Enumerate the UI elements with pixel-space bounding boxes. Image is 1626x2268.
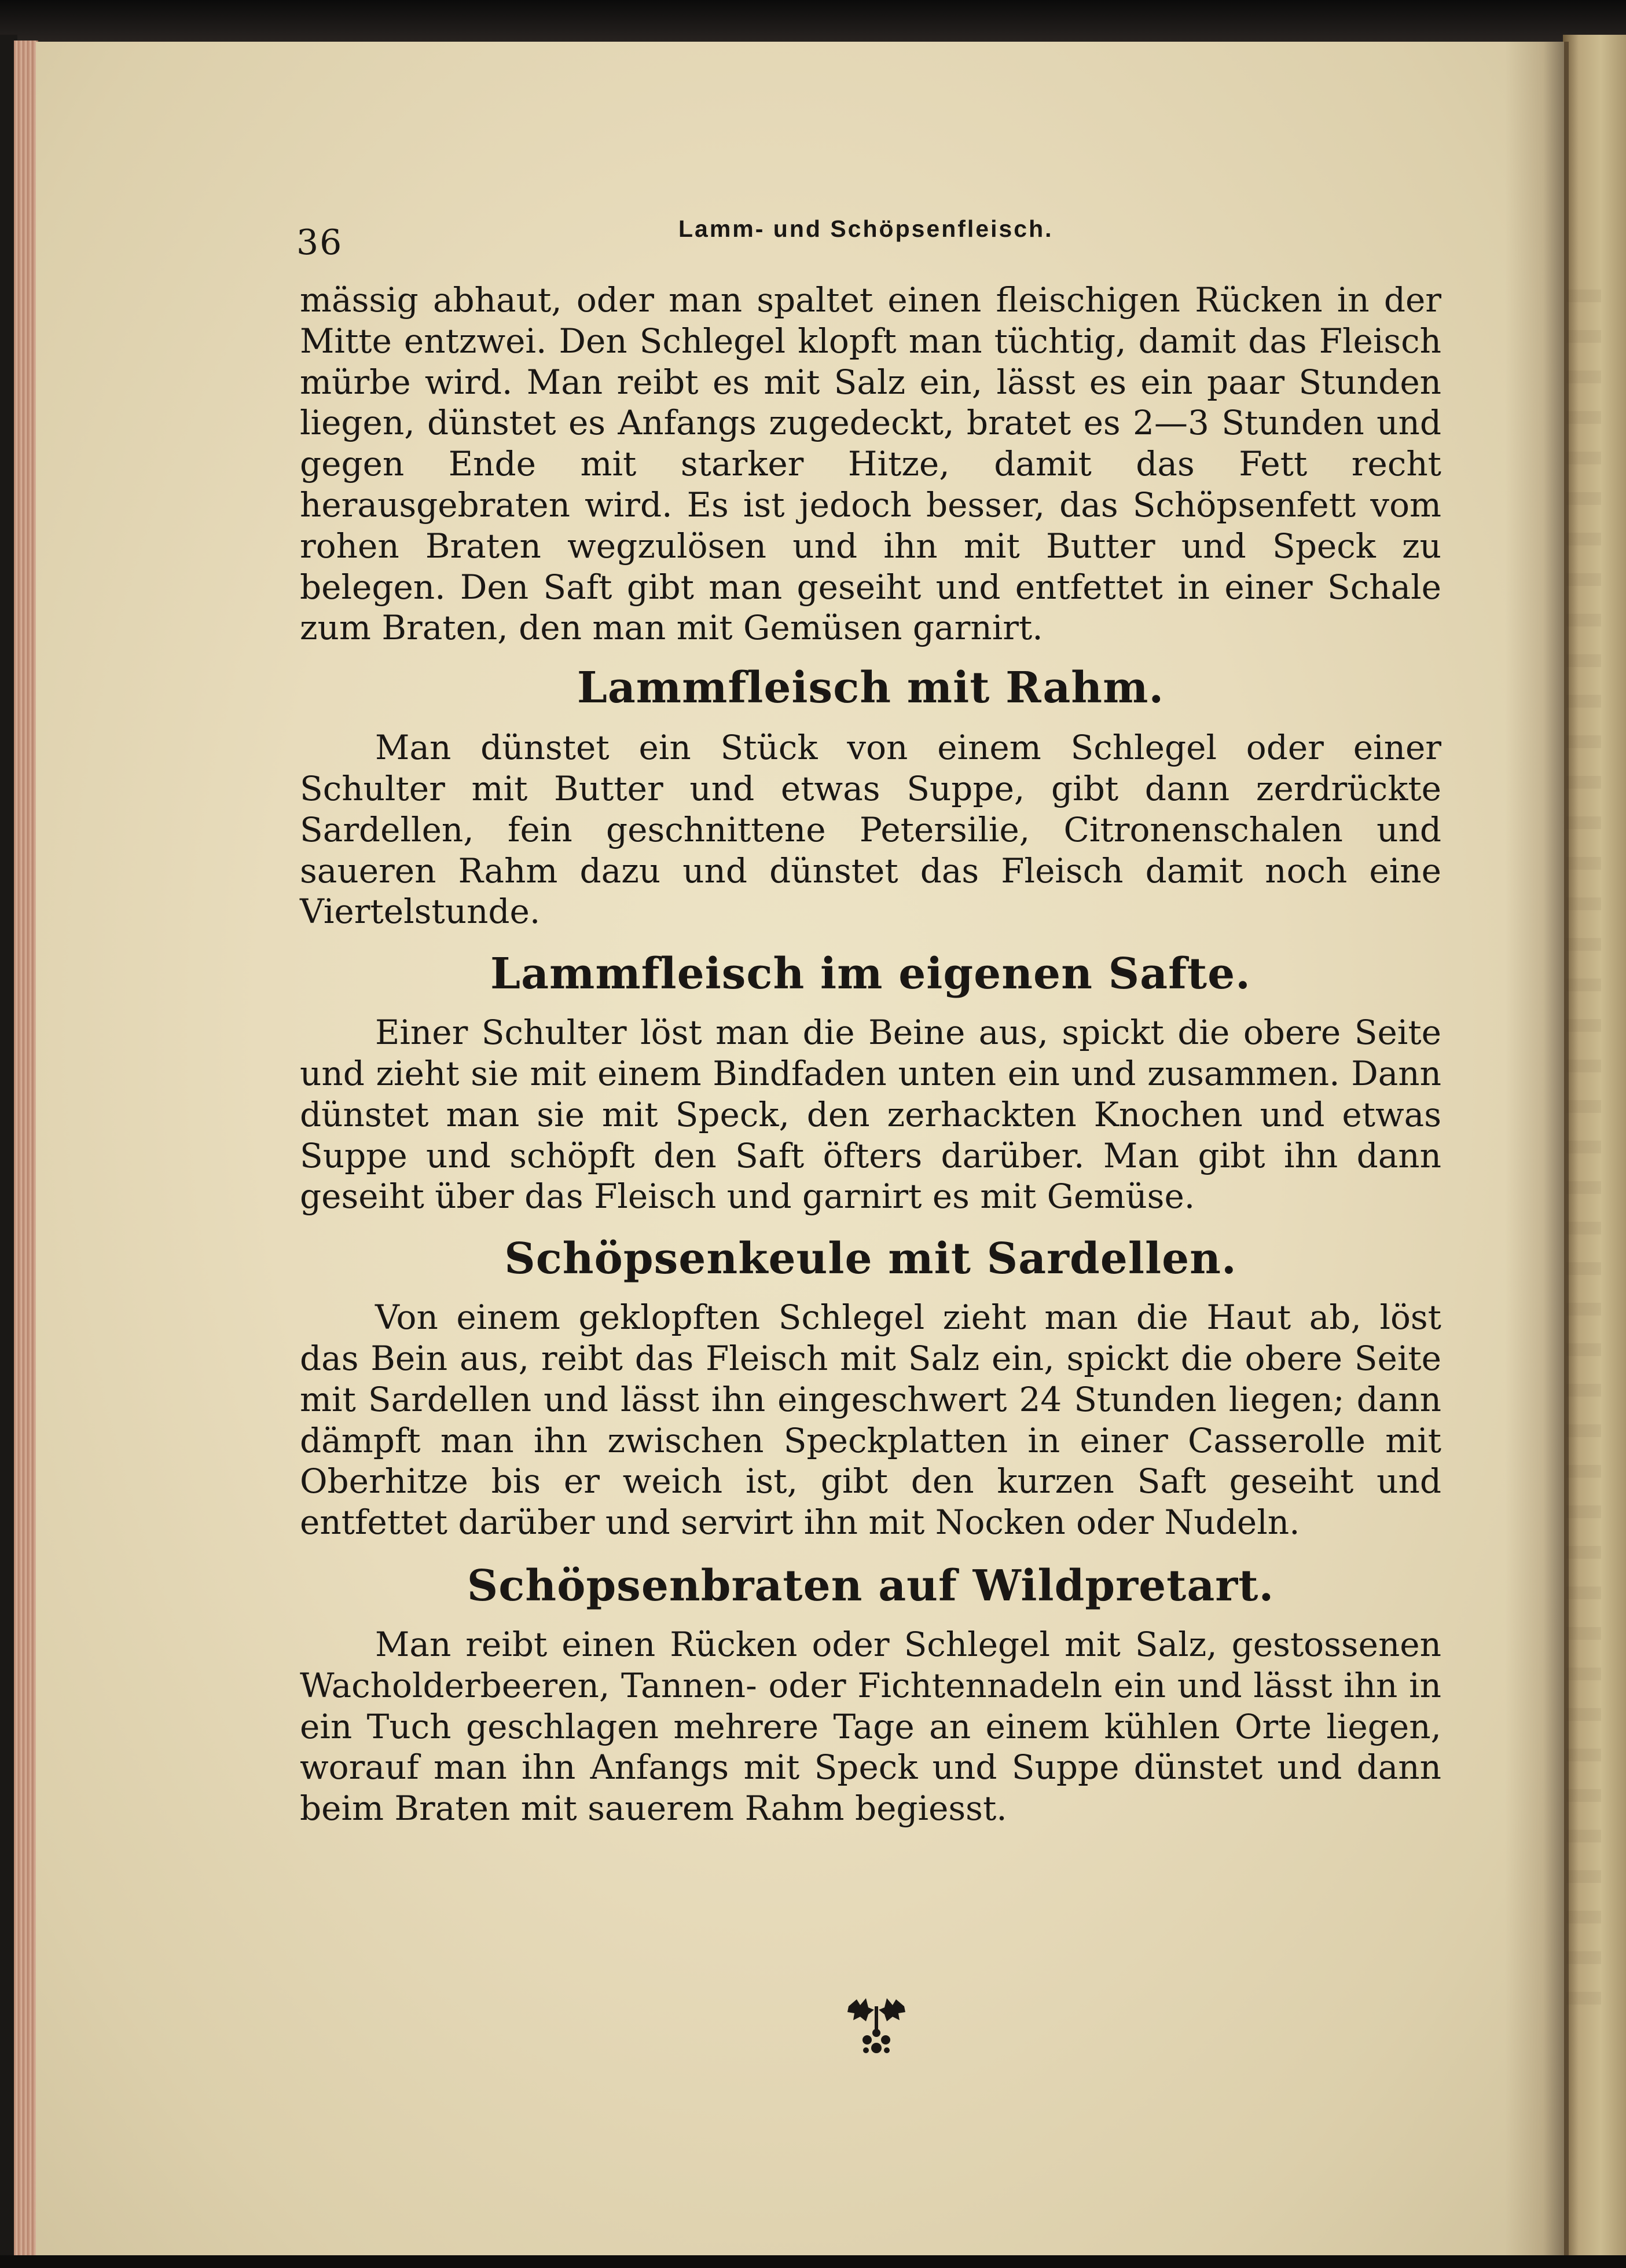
- scan-background-top: [0, 0, 1626, 46]
- recipe-heading: Lammfleisch mit Rahm.: [577, 663, 1165, 713]
- recipe-paragraph: Man dünstet ein Stück von einem Schlegel oder einer Schulter mit Butter und etwas Suppe, gibt dann zerdrückte Sardellen, fein geschnittene Petersilie, Citronenschalen und saueren Rahm dazu und dünstet das Fleisch damit noch eine Viertelstunde.: [300, 728, 1441, 932]
- recipe-heading: Schöpsenkeule mit Sardellen.: [504, 1234, 1237, 1284]
- recipe-heading: Lammfleisch im eigenen Safte.: [490, 949, 1251, 999]
- recipe-paragraph: Einer Schulter löst man die Beine aus, spickt die obere Seite und zieht sie mit einem Bindfaden unten ein und zusammen. Dann dünstet man sie mit Speck, den zerhackten Knochen und etwas Suppe und schöpft den Saft öfters darüber. Man gibt ihn dann geseiht über das Fleisch und garnirt es mit Gemüse.: [300, 1013, 1441, 1217]
- gutter-shadow: [1505, 42, 1569, 2256]
- intro-paragraph: mässig abhaut, oder man spaltet einen fleischigen Rücken in der Mitte entzwei. Den Schlegel klopft man tüchtig, damit das Fleisch mürbe wird. Man reibt es mit Salz ein, lässt es ein paar Stunden liegen, dünstet es Anfangs zugedeckt, bratet es 2—3 Stunden und gegen Ende mit starker Hitze, damit das Fett recht herausgebraten wird. Es ist jedoch besser, das Schöpsenfett vom rohen Braten wegzulösen und ihn mit Butter und Speck zu belegen. Den Saft gibt man geseiht und entfettet in einer Schale zum Braten, den man mit Gemüsen garnirt.: [300, 280, 1441, 648]
- scan-background-bottom: [0, 2255, 1626, 2268]
- show-through-bleed: [1566, 290, 1601, 2027]
- recipe-heading: Schöpsenbraten auf Wildpretart.: [467, 1560, 1275, 1611]
- floral-vignette-icon: [843, 1995, 910, 2056]
- page-body: [300, 280, 1441, 1829]
- recipe-paragraph: Von einem geklopften Schlegel zieht man die Haut ab, löst das Bein aus, reibt das Fleisch mit Salz ein, spickt die obere Seite mit Sardellen und lässt ihn eingeschwert 24 Stunden liegen; dann dämpft man ihn zwischen Speckplatten in einer Casserolle mit Oberhitze bis er weich ist, gibt den kurzen Saft geseiht und entfettet darüber und servirt ihn mit Nocken oder Nudeln.: [300, 1298, 1441, 1542]
- page-edges: [14, 41, 38, 2258]
- recipe-paragraph: Man reibt einen Rücken oder Schlegel mit Salz, gestossenen Wacholderbeeren, Tannen- oder Fichtennadeln ein und lässt ihn in ein Tuch geschlagen mehrere Tage an einem kühlen Orte liegen, worauf man ihn Anfangs mit Speck und Suppe dünstet und dann beim Braten mit sauerem Rahm begiesst.: [300, 1624, 1441, 1829]
- page-number: 36: [296, 222, 343, 263]
- running-head: Lamm- und Schöpsenfleisch.: [678, 215, 1054, 242]
